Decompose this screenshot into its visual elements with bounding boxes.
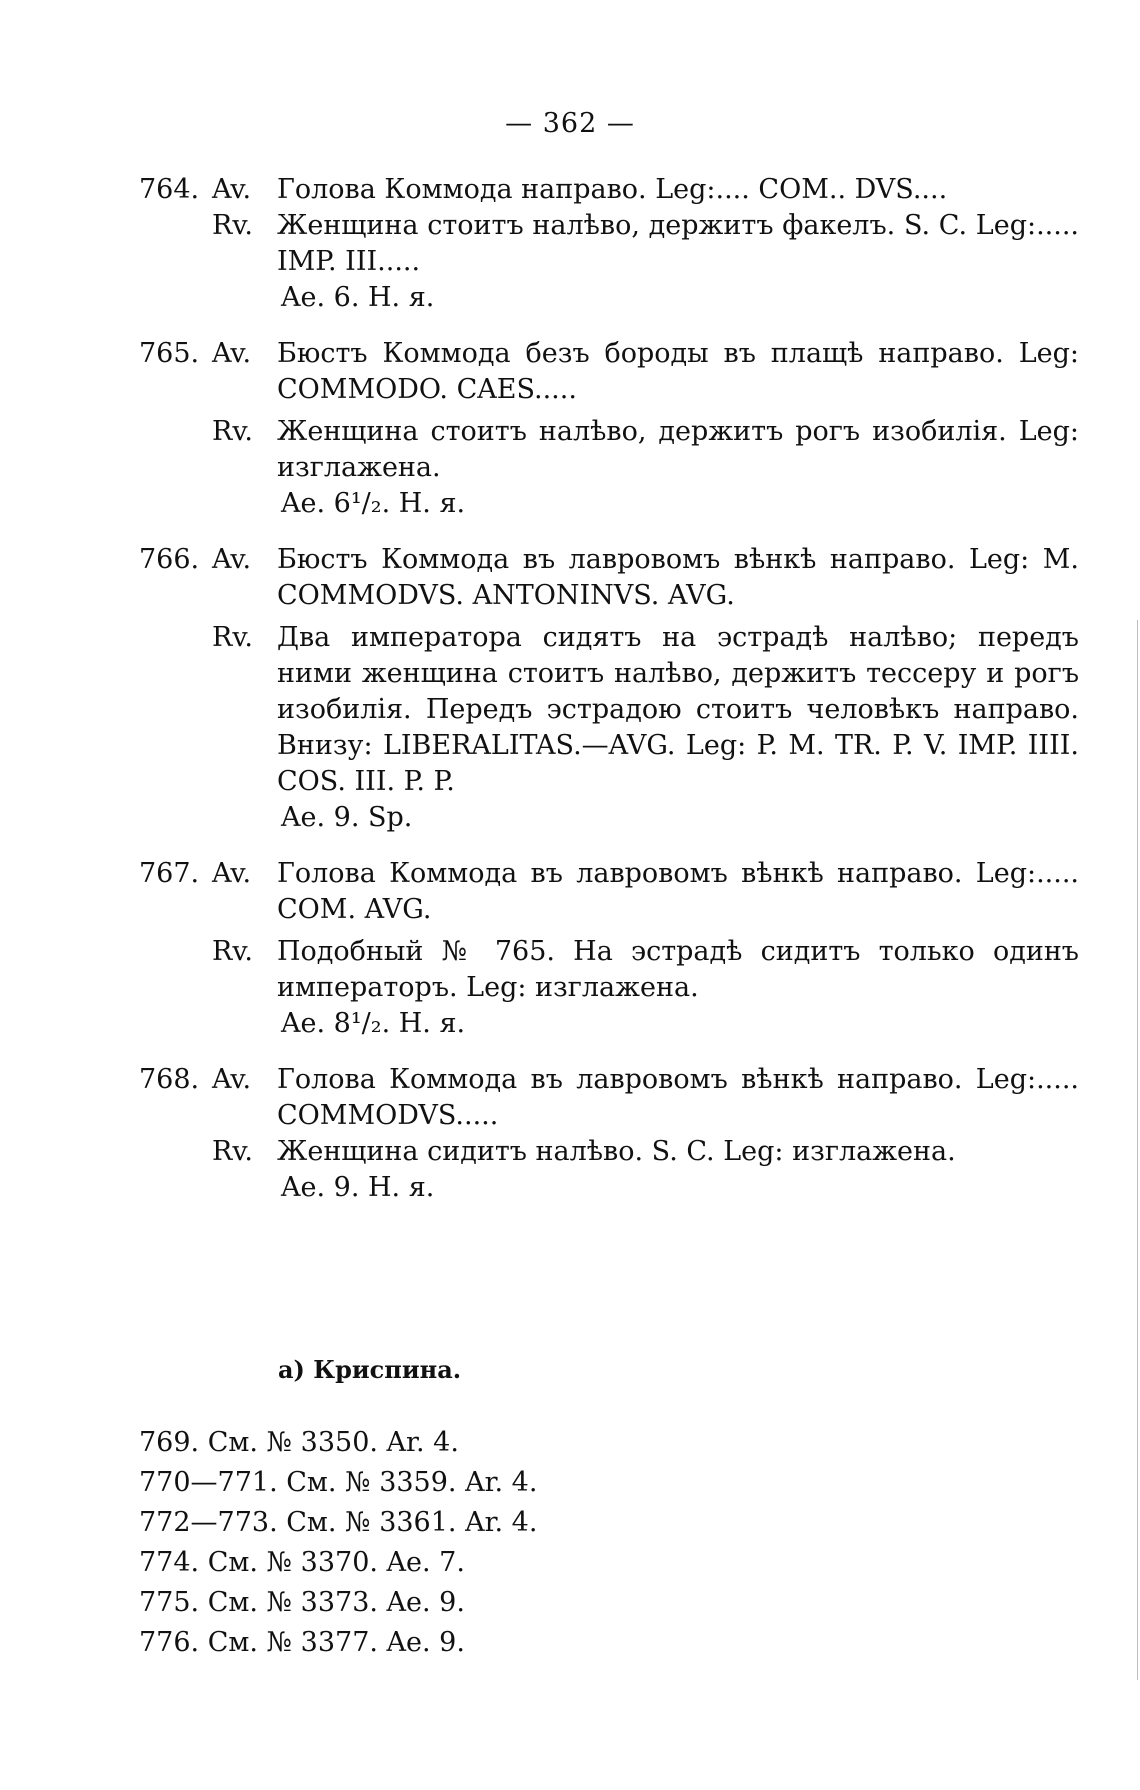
obverse-text: Голова Коммода въ лавровомъ вѣнкѣ направо. Leg:..... COMMODVS.....	[277, 1064, 1079, 1131]
obverse-text: Голова Коммода направо. Leg:.... COM.. DVS....	[277, 174, 948, 205]
reverse-label: Rv.	[212, 416, 253, 447]
coin-entry-764	[139, 172, 1079, 316]
obverse-row	[139, 856, 1079, 928]
reference-item: 775. См. № 3373. Ae. 9.	[139, 1587, 465, 1618]
entry-number: 765.	[139, 338, 200, 369]
reference-list	[139, 1423, 537, 1663]
obverse-text: Бюстъ Коммода въ лавровомъ вѣнкѣ направо. Leg: M. COMMODVS. ANTONINVS. AVG.	[277, 544, 1079, 611]
coin-entries	[139, 172, 1079, 1226]
reference-item: 769. См. № 3350. Ar. 4.	[139, 1427, 459, 1458]
section-heading: a) Криспина.	[278, 1355, 462, 1384]
entry-number: 764.	[139, 174, 200, 205]
reverse-text: Два императора сидятъ на эстрадѣ налѣво; передъ ними женщина стоитъ налѣво, держитъ тессеру и рогъ изобилія. Передъ эстрадою стоитъ человѣкъ направо. Внизу: LIBERALITAS.—AVG. Leg: P. M. TR. P. V. IMP. IIII. COS. III. P. P.	[277, 622, 1079, 797]
reverse-row	[139, 620, 1079, 836]
obverse-row	[139, 1062, 1079, 1134]
reference-item: 776. См. № 3377. Ae. 9.	[139, 1627, 465, 1658]
page-edge-divider	[1137, 620, 1138, 1680]
reverse-text: Подобный № 765. На эстрадѣ сидитъ только одинъ императоръ. Leg: изглажена.	[277, 936, 1079, 1003]
obverse-label: Av.	[212, 174, 252, 205]
reverse-text: Женщина стоитъ налѣво, держитъ факелъ. S. C. Leg:..... IMP. III.....	[277, 210, 1079, 277]
obverse-label: Av.	[212, 338, 252, 369]
reference-item: 770—771. См. № 3359. Ar. 4.	[139, 1467, 538, 1498]
reverse-label: Rv.	[212, 936, 253, 967]
reverse-row	[139, 414, 1079, 522]
coin-entry-768	[139, 1062, 1079, 1206]
reverse-text: Женщина стоитъ налѣво, держитъ рогъ изобилія. Leg: изглажена.	[277, 416, 1079, 483]
reference-item: 772—773. См. № 3361. Ar. 4.	[139, 1507, 538, 1538]
metal-size: Ae. 9. Sp.	[281, 802, 413, 833]
reverse-label: Rv.	[212, 210, 253, 241]
coin-entry-766	[139, 542, 1079, 836]
metal-size: Ae. 9. H. я.	[281, 1172, 435, 1203]
obverse-label: Av.	[212, 1064, 252, 1095]
entry-number: 768.	[139, 1064, 200, 1095]
obverse-label: Av.	[212, 858, 252, 889]
obverse-text: Голова Коммода въ лавровомъ вѣнкѣ направо. Leg:..... COM. AVG.	[277, 858, 1079, 925]
metal-size: Ae. 6. H. я.	[281, 282, 435, 313]
metal-size: Ae. 8¹/₂. H. я.	[281, 1008, 466, 1039]
reverse-row	[139, 934, 1079, 1042]
entry-number: 767.	[139, 858, 200, 889]
entry-number: 766.	[139, 544, 200, 575]
coin-entry-767	[139, 856, 1079, 1042]
obverse-row	[139, 172, 1079, 208]
obverse-row	[139, 542, 1079, 614]
obverse-text: Бюстъ Коммода безъ бороды въ плащѣ направо. Leg: COMMODO. CAES.....	[277, 338, 1079, 405]
obverse-label: Av.	[212, 544, 252, 575]
reverse-label: Rv.	[212, 622, 253, 653]
reverse-row	[139, 1134, 1079, 1206]
metal-size: Ae. 6¹/₂. H. я.	[281, 488, 466, 519]
reverse-text: Женщина сидитъ налѣво. S. C. Leg: изглажена.	[277, 1136, 956, 1167]
reverse-label: Rv.	[212, 1136, 253, 1167]
obverse-row	[139, 336, 1079, 408]
page-number: — 362 —	[505, 108, 635, 139]
reference-item: 774. См. № 3370. Ae. 7.	[139, 1547, 465, 1578]
coin-entry-765	[139, 336, 1079, 522]
reverse-row	[139, 208, 1079, 316]
